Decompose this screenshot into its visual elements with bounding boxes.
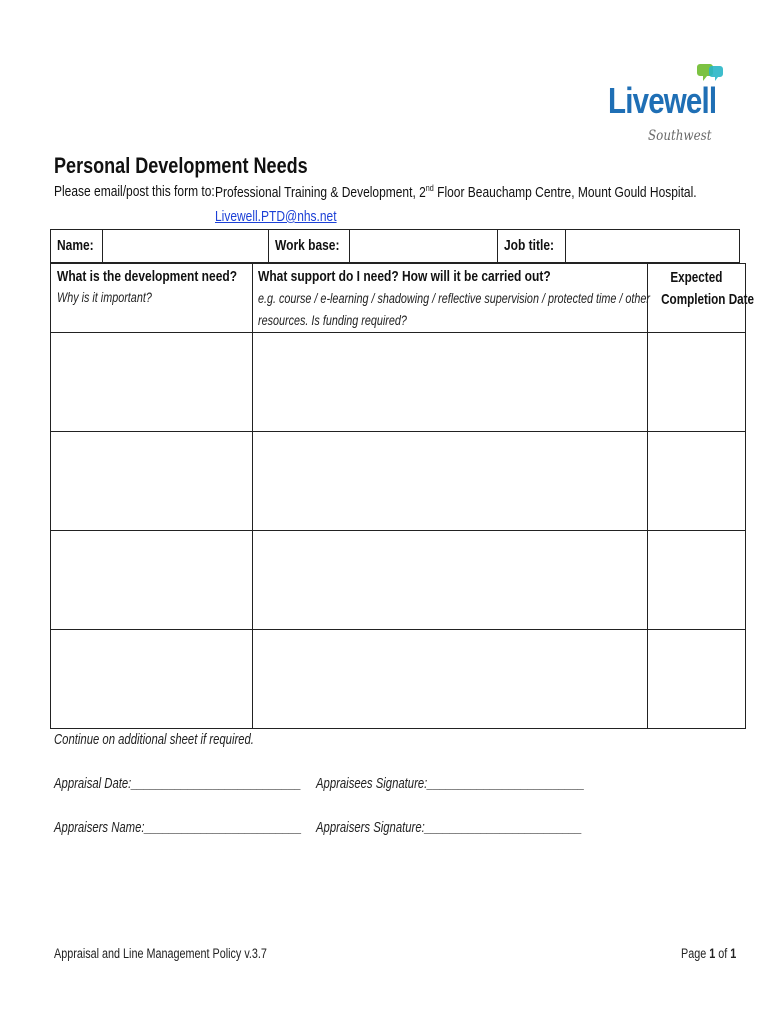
- appraisal-date-field[interactable]: Appraisal Date:___________________________: [54, 776, 302, 792]
- details-row: [50, 229, 740, 263]
- row-divider: [51, 431, 745, 432]
- page-title: Personal Development Needs: [54, 153, 308, 178]
- support-heading: What support do I need? How will it be carried out?: [258, 268, 551, 285]
- name-label: Name:: [57, 237, 94, 254]
- send-instruction-label: Please email/post this form to:: [54, 183, 215, 200]
- logo-wordmark: Livewell: [608, 80, 717, 121]
- continue-note: Continue on additional sheet if required.: [54, 732, 254, 748]
- work-base-label: Work base:: [275, 237, 340, 254]
- need-subheading: Why is it important?: [57, 290, 152, 305]
- date-heading-line2: Completion Date: [661, 291, 755, 308]
- appraisers-name-field[interactable]: Appraisers Name:_________________________: [54, 820, 302, 836]
- need-heading: What is the development need?: [57, 268, 238, 285]
- logo-subtitle: Southwest: [648, 128, 712, 144]
- row-divider: [51, 332, 745, 333]
- date-column: [648, 264, 755, 728]
- job-title-label-cell: [498, 230, 566, 262]
- address-part-1: Professional Training & Development, 2: [215, 184, 426, 201]
- appraisers-signature-field[interactable]: Appraisers Signature:_________________________: [316, 820, 583, 836]
- job-title-label: Job title:: [504, 237, 554, 254]
- row-divider: [51, 629, 745, 630]
- development-needs-table: [50, 263, 755, 729]
- work-base-label-cell: [269, 230, 350, 262]
- email-link[interactable]: Livewell.PTD@nhs.net: [215, 208, 337, 225]
- support-subheading-line1: e.g. course / e-learning / shadowing / reflective supervision / protected time / other: [258, 291, 651, 306]
- support-column: [253, 264, 651, 728]
- appraisees-signature-field[interactable]: Appraisees Signature:_________________________: [316, 776, 585, 792]
- livewell-logo: [608, 62, 723, 150]
- job-title-field[interactable]: [566, 230, 739, 262]
- support-subheading-line2: resources. Is funding required?: [258, 313, 407, 328]
- work-base-field[interactable]: [350, 230, 498, 262]
- address-part-2: Floor Beauchamp Centre, Mount Gould Hospital.: [433, 184, 697, 201]
- name-field[interactable]: [103, 230, 269, 262]
- need-column: [51, 264, 253, 728]
- name-label-cell: [51, 230, 103, 262]
- page-number: Page 1 of 1: [681, 946, 737, 961]
- date-heading-line1: Expected: [669, 269, 723, 286]
- row-divider: [51, 530, 745, 531]
- send-address: [215, 183, 697, 201]
- address-superscript: nd: [425, 183, 434, 193]
- policy-footer: Appraisal and Line Management Policy v.3.7: [54, 946, 267, 961]
